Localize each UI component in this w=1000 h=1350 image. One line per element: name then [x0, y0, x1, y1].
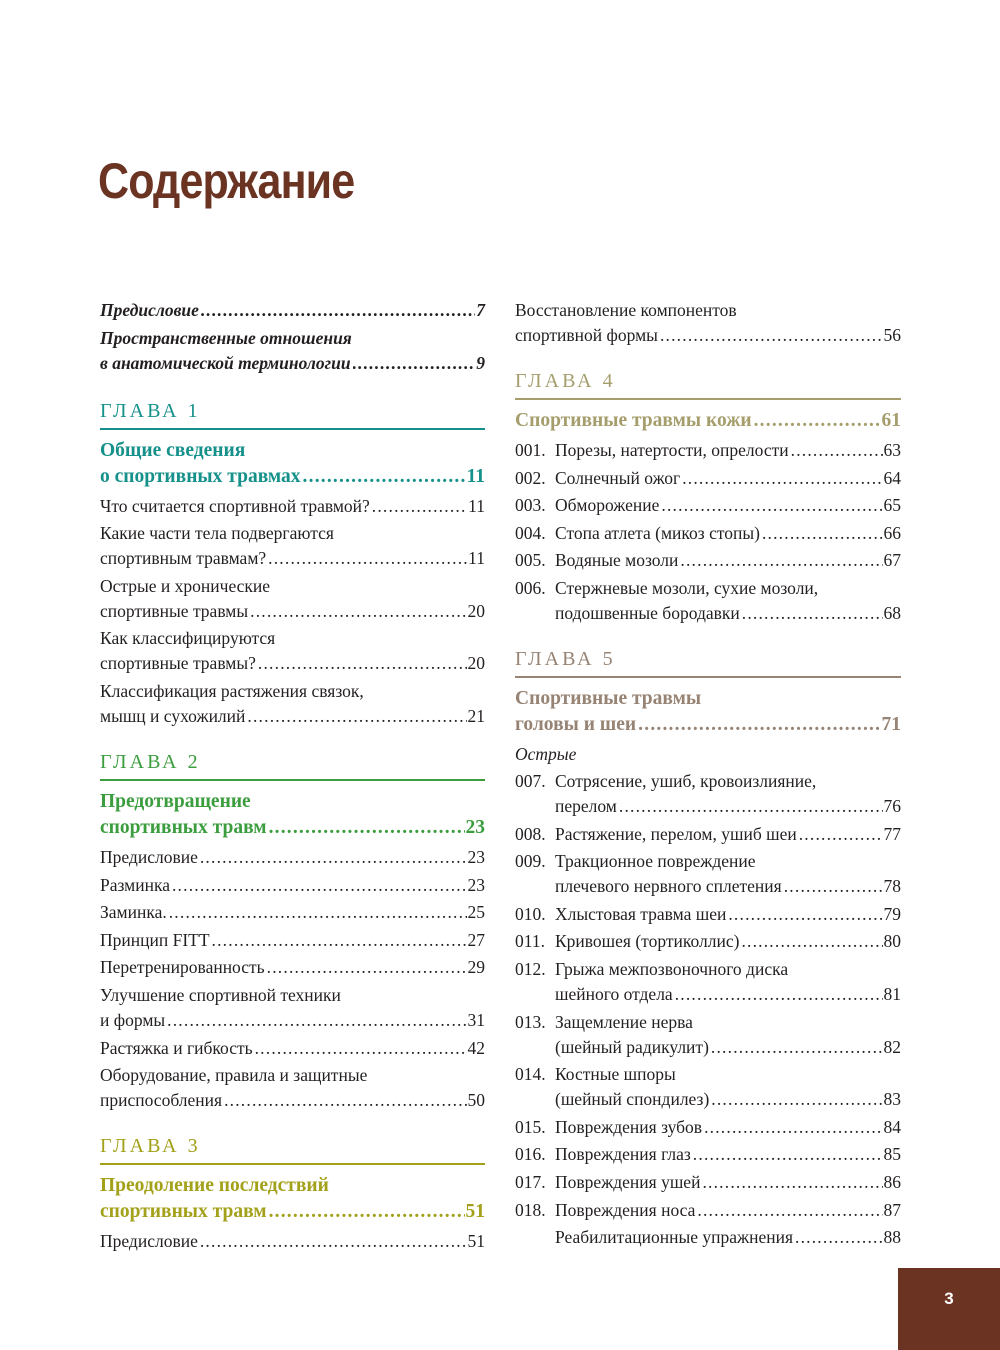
toc-right-column [515, 298, 901, 1253]
toc-entry[interactable]: Заминка. ..... 25 [100, 900, 485, 925]
page-number-tab: 3 [898, 1268, 1000, 1350]
chapter-label: ГЛАВА 5 [515, 646, 901, 678]
chapter-label: ГЛАВА 4 [515, 368, 901, 400]
toc-entry-preface[interactable]: Предисловие ..... 7 [100, 298, 485, 323]
toc-entry[interactable]: 016. Повреждения глаз ..... 85 [515, 1142, 901, 1167]
chapter-label: ГЛАВА 3 [100, 1133, 485, 1165]
toc-entry[interactable]: 018. Повреждения носа ..... 87 [515, 1198, 901, 1223]
toc-entry[interactable]: Предисловие ..... 23 [100, 845, 485, 870]
toc-entry[interactable]: 008. Растяжение, перелом, ушиб шеи ..... 77 [515, 822, 901, 847]
chapter-title[interactable]: Преодоление последствий спортивных травм ..... 51 [100, 1173, 485, 1225]
page-ref: 9 [476, 352, 485, 373]
toc-entry[interactable]: Какие части тела подвергаются спортивным травмам? ..... 11 [100, 521, 485, 571]
toc-entry[interactable]: Острые и хронические спортивные травмы ..... 20 [100, 574, 485, 624]
chapter-title[interactable]: Общие сведения о спортивных травмах ..... 11 [100, 438, 485, 490]
toc-entry[interactable]: 005. Водяные мозоли ..... 67 [515, 548, 901, 573]
toc-entry[interactable]: Восстановление компонентов спортивной формы ..... 56 [515, 298, 901, 348]
toc-entry[interactable]: Что считается спортивной травмой? ..... 11 [100, 494, 485, 519]
toc-entry[interactable]: 003. Обморожение ..... 65 [515, 493, 901, 518]
toc-entry[interactable]: 012. Грыжа межпозвоночного диска шейного отдела ..... 81 [515, 957, 901, 1007]
chapter-title[interactable]: Спортивные травмы головы и шеи ..... 71 [515, 686, 901, 738]
toc-entry[interactable]: 002. Солнечный ожог ..... 64 [515, 466, 901, 491]
toc-entry-anatomy-terms[interactable]: Пространственные отношения в анатомической терминологии ..... 9 [100, 326, 485, 376]
toc-entry[interactable]: Как классифицируются спортивные травмы? ..... 20 [100, 626, 485, 676]
chapter-2 [100, 749, 485, 1113]
toc-entry[interactable]: Принцип FITT ..... 27 [100, 928, 485, 953]
chapter-title[interactable]: Спортивные травмы кожи ..... 61 [515, 408, 901, 434]
front-matter [100, 298, 485, 376]
toc-entry[interactable]: 010. Хлыстовая травма шеи ..... 79 [515, 902, 901, 927]
chapter-label: ГЛАВА 1 [100, 398, 485, 430]
toc-entry[interactable]: 011. Кривошея (тортиколлис) ..... 80 [515, 929, 901, 954]
toc-entry[interactable]: Перетренированность ..... 29 [100, 955, 485, 980]
toc-entry[interactable]: 017. Повреждения ушей ..... 86 [515, 1170, 901, 1195]
chapter-3 [100, 1133, 485, 1254]
page-title: Содержание [98, 153, 355, 209]
page-ref: 7 [476, 300, 485, 320]
toc-entry[interactable]: 013. Защемление нерва (шейный радикулит) ..... 82 [515, 1010, 901, 1060]
chapter-5 [515, 646, 901, 1250]
chapter-1 [100, 398, 485, 729]
toc-entry[interactable]: Разминка ..... 23 [100, 873, 485, 898]
chapter-4 [515, 368, 901, 626]
toc-entry[interactable]: 009. Тракционное повреждение плечевого нервного сплетения ..... 78 [515, 849, 901, 899]
toc-entry[interactable]: 004. Стопа атлета (микоз стопы) ..... 66 [515, 521, 901, 546]
toc-entry[interactable]: 014. Костные шпоры (шейный спондилез) ..... 83 [515, 1062, 901, 1112]
toc-entry[interactable]: 006. Стержневые мозоли, сухие мозоли, подошвенные бородавки ..... 68 [515, 576, 901, 626]
toc-entry[interactable]: Оборудование, правила и защитные приспособления ..... 50 [100, 1063, 485, 1113]
toc-entry[interactable]: 007. Сотрясение, ушиб, кровоизлияние, перелом ..... 76 [515, 769, 901, 819]
section-subheading: Острые [515, 743, 577, 764]
toc-entry[interactable]: 015. Повреждения зубов ..... 84 [515, 1115, 901, 1140]
chapter-title[interactable]: Предотвращение спортивных травм ..... 23 [100, 789, 485, 841]
toc-entry[interactable]: Улучшение спортивной техники и формы ..... 31 [100, 983, 485, 1033]
toc-entry[interactable]: Реабилитационные упражнения ..... 88 [515, 1225, 901, 1250]
toc-entry[interactable]: Предисловие ..... 51 [100, 1229, 485, 1254]
toc-entry[interactable]: 001. Порезы, натертости, опрелости ..... 63 [515, 438, 901, 463]
toc-entry[interactable]: Растяжка и гибкость ..... 42 [100, 1036, 485, 1061]
toc-entry[interactable]: Классификация растяжения связок, мышц и сухожилий ..... 21 [100, 679, 485, 729]
toc-left-column [100, 298, 485, 1257]
chapter-label: ГЛАВА 2 [100, 749, 485, 781]
